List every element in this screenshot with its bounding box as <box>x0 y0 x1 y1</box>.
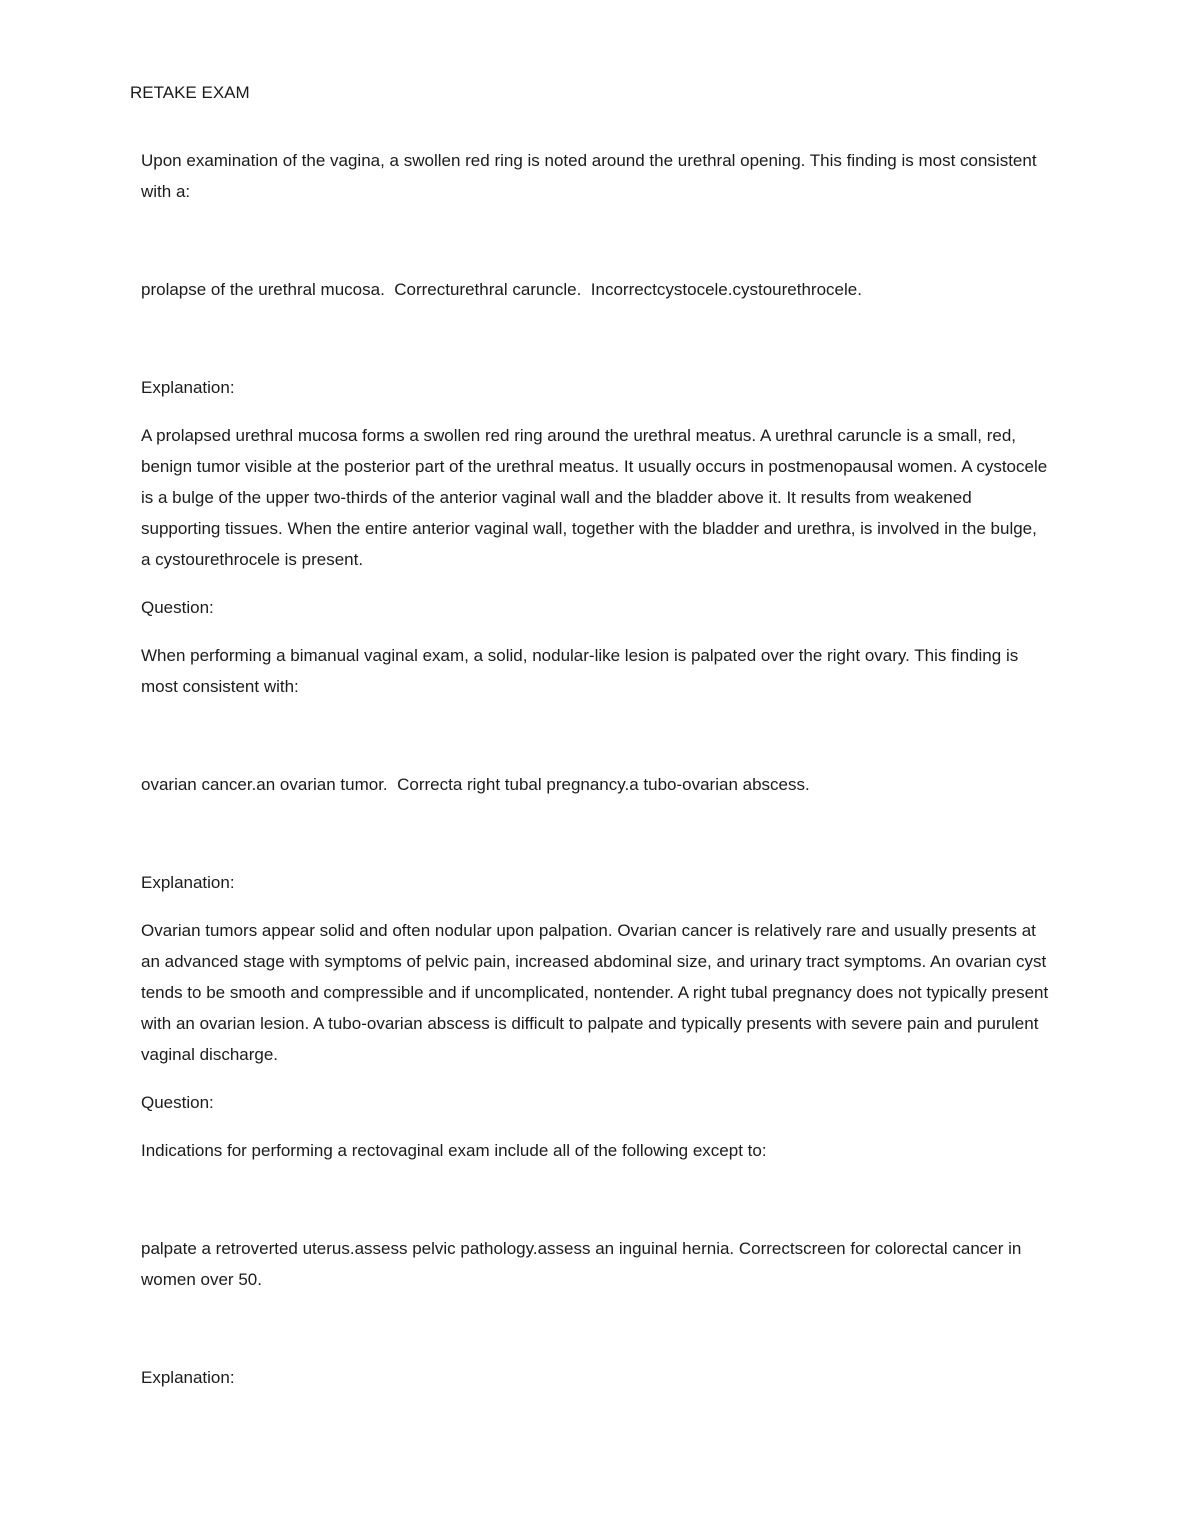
explanation-label-3: Explanation: <box>141 1368 235 1387</box>
question-1-answers: prolapse of the urethral mucosa. Correcturethral caruncle. Incorrectcystocele.cystourethrocele. <box>141 280 862 299</box>
question-2-prompt: When performing a bimanual vaginal exam, a solid, nodular-like lesion is palpated over the right ovary. This finding is most consistent with: <box>141 646 1023 696</box>
question-3-prompt: Indications for performing a rectovaginal exam include all of the following except to: <box>141 1141 767 1160</box>
question-label-2: Question: <box>141 598 214 617</box>
explanation-label-2: Explanation: <box>141 873 235 892</box>
document-title: RETAKE EXAM <box>130 83 250 102</box>
explanation-label-1: Explanation: <box>141 378 235 397</box>
question-2-explanation: Ovarian tumors appear solid and often nodular upon palpation. Ovarian cancer is relatively rare and usually presents at an advanced stage with symptoms of pelvic pain, increased abdominal size, and urinary tract symptoms. An ovarian cyst tends to be smooth and compressible and if uncomplicated, nontender. A right tubal pregnancy does not typically present with an ovarian lesion. A tubo-ovarian abscess is difficult to palpate and typically presents with severe pain and purulent vaginal discharge. <box>141 921 1053 1064</box>
question-1-explanation: A prolapsed urethral mucosa forms a swollen red ring around the urethral meatus. A urethral caruncle is a small, red, benign tumor visible at the posterior part of the urethral meatus. It usually occurs in postmenopausal women. A cystocele is a bulge of the upper two-thirds of the anterior vaginal wall and the bladder above it. It results from weakened supporting tissues. When the entire anterior vaginal wall, together with the bladder and urethra, is involved in the bulge, a cystourethrocele is present. <box>141 426 1052 569</box>
question-3-answers: palpate a retroverted uterus.assess pelvic pathology.assess an inguinal hernia. Correctscreen for colorectal cancer in women over 50. <box>141 1239 1027 1289</box>
question-1-prompt: Upon examination of the vagina, a swollen red ring is noted around the urethral opening. This finding is most consistent with a: <box>141 151 1042 201</box>
question-label-3: Question: <box>141 1093 214 1112</box>
question-2-answers: ovarian cancer.an ovarian tumor. Correcta right tubal pregnancy.a tubo-ovarian abscess. <box>141 775 810 794</box>
